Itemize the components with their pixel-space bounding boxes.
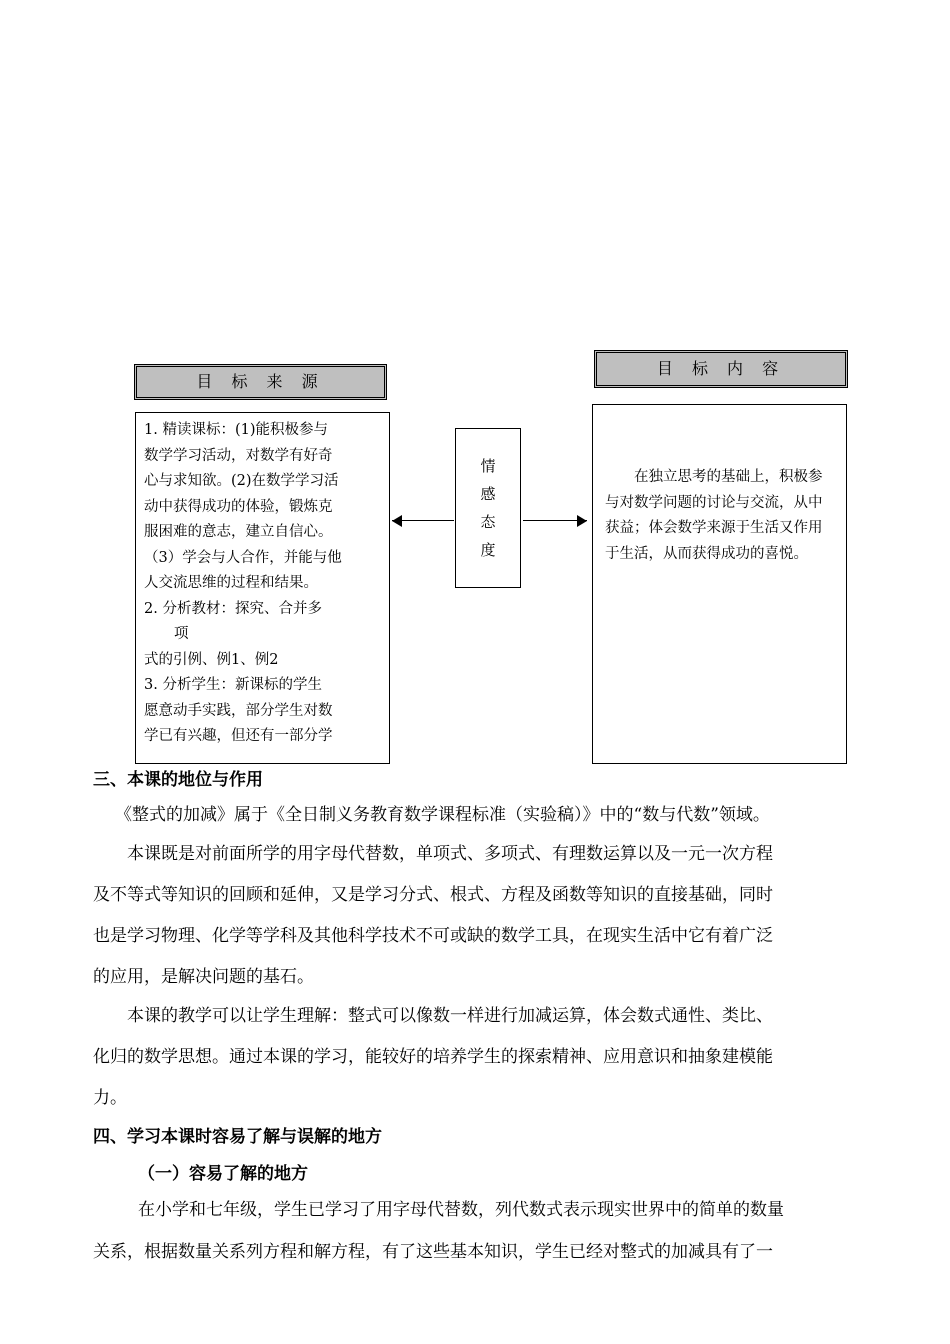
- content-text: 在独立思考的基础上，积极参与对数学问题的讨论与交流，从中获益；体会数学来源于生活又作用于生活，从而获得成功的喜悦。: [605, 469, 823, 562]
- paragraph-line: 及不等式等知识的回顾和延伸，又是学习分式、根式、方程及函数等知识的直接基础，同时: [93, 885, 773, 905]
- source-line: 愿意动手实践，部分学生对数: [144, 702, 333, 719]
- source-line: 3. 分析学生：新课标的学生: [144, 677, 322, 693]
- arrow-to-content: [523, 513, 587, 529]
- target-source-header: 目 标 来 源: [134, 364, 387, 400]
- paragraph-line: 本课既是对前面所学的用字母代替数，单项式、多项式、有理数运算以及一元一次方程: [127, 844, 773, 864]
- source-line: 学已有兴趣，但还有一部分学: [144, 728, 333, 744]
- emotion-attitude-box: [455, 428, 521, 588]
- source-line: （3）学会与人合作，并能与他: [144, 549, 342, 566]
- source-line: 1. 精读课标：(1)能积极参与: [144, 422, 328, 438]
- section4-subheading: （一）容易了解的地方: [138, 1164, 308, 1184]
- paragraph-line: 力。: [93, 1088, 127, 1108]
- emotion-char: 度: [480, 541, 496, 559]
- paragraph-line: 《整式的加减》属于《全日制义务教育数学课程标准（实验稿）》中的“数与代数”领域。: [115, 805, 770, 825]
- arrow-right-icon: [577, 515, 587, 527]
- paragraph-line: 也是学习物理、化学等学科及其他科学技术不可或缺的数学工具，在现实生活中它有着广泛: [93, 926, 773, 946]
- emotion-char: 态: [480, 513, 496, 531]
- source-line: 动中获得成功的体验，锻炼克: [144, 498, 333, 515]
- section3-heading: 三、本课的地位与作用: [93, 770, 263, 790]
- target-content-box: [592, 404, 847, 764]
- source-line: 2. 分析教材：探究、合并多: [144, 600, 322, 617]
- source-line: 式的引例、例1、例2: [144, 651, 279, 668]
- source-line: 数学学习活动，对数学有好奇: [144, 447, 333, 464]
- paragraph-line: 关系，根据数量关系列方程和解方程，有了这些基本知识，学生已经对整式的加减具有了一: [93, 1242, 773, 1262]
- section4-heading: 四、学习本课时容易了解与误解的地方: [93, 1127, 382, 1147]
- source-line: 人交流思维的过程和结果。: [144, 575, 318, 591]
- paragraph-line: 在小学和七年级，学生已学习了用字母代替数，列代数式表示现实世界中的简单的数量: [138, 1200, 784, 1220]
- emotion-char: 情: [480, 457, 496, 475]
- arrow-left-icon: [392, 515, 402, 527]
- target-content-header: 目 标 内 容: [594, 350, 848, 388]
- paragraph-line: 化归的数学思想。通过本课的学习，能较好的培养学生的探索精神、应用意识和抽象建模能: [93, 1047, 773, 1067]
- paragraph-line: 本课的教学可以让学生理解：整式可以像数一样进行加减运算，体会数式通性、类比、: [127, 1006, 773, 1026]
- source-line: 心与求知欲。(2)在数学学习活: [144, 473, 339, 489]
- arrow-to-source: [392, 513, 454, 529]
- target-source-box: [135, 412, 390, 764]
- source-line: 服困难的意志，建立自信心。: [144, 524, 333, 540]
- emotion-char: 感: [480, 485, 496, 503]
- paragraph-line: 的应用，是解决问题的基石。: [93, 967, 314, 987]
- source-line: 项: [174, 626, 189, 642]
